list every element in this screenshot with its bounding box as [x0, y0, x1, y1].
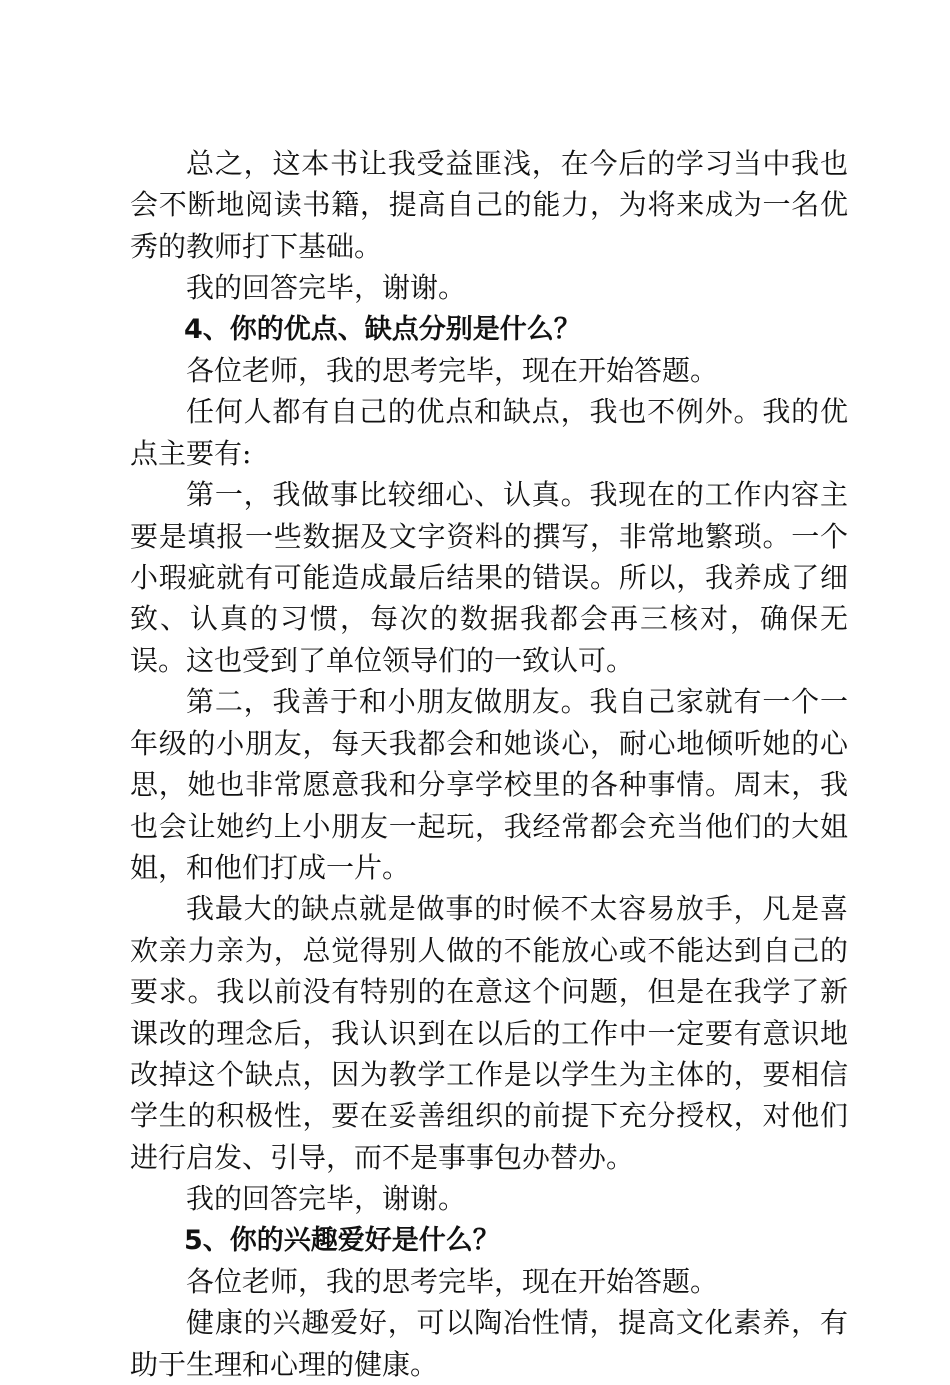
paragraph-strength-1: 第一，我做事比较细心、认真。我现在的工作内容主要是填报一些数据及文字资料的撰写，非常地繁琐。一个小瑕疵就有可能造成最后结果的错误。所以，我养成了细致、认真的习惯，每次的数据我都会再三核对，确保无误。这也受到了单位领导们的一致认可。 — [130, 478, 848, 677]
paragraph-answer-end-4: 我的回答完毕，谢谢。 — [186, 1182, 467, 1216]
paragraph-answer-start-4: 各位老师，我的思考完毕，现在开始答题。 — [186, 354, 719, 388]
question-heading-5: 5、你的兴趣爱好是什么？ — [184, 1224, 500, 1256]
paragraph-weakness: 我最大的缺点就是做事的时候不太容易放手，凡是喜欢亲力亲为，总觉得别人做的不能放心或不能达到自己的要求。我以前没有特别的在意这个问题，但是在我学了新课改的理念后，我认识到在以后的工作中一定要有意识地改掉这个缺点，因为教学工作是以学生为主体的，要相信学生的积极性，要在妥善组织的前提下充分授权，对他们进行启发、引导，而不是事事包办替办。 — [130, 892, 848, 1174]
question-heading-4: 4、你的优点、缺点分别是什么？ — [184, 313, 581, 345]
paragraph-strength-2: 第二，我善于和小朋友做朋友。我自己家就有一个一年级的小朋友，每天我都会和她谈心，耐心地倾听她的心思，她也非常愿意我和分享学校里的各种事情。周末，我也会让她约上小朋友一起玩，我经常都会充当他们的大姐姐，和他们打成一片。 — [130, 685, 848, 884]
paragraph-answer-start-5: 各位老师，我的思考完毕，现在开始答题。 — [186, 1264, 719, 1298]
paragraph-hobbies-intro: 健康的兴趣爱好，可以陶冶性情，提高文化素养，有助于生理和心理的健康。 — [130, 1306, 848, 1381]
paragraph-conclusion: 总之，这本书让我受益匪浅，在今后的学习当中我也会不断地阅读书籍，提高自己的能力，为将来成为一名优秀的教师打下基础。 — [130, 147, 848, 263]
document-body — [130, 143, 848, 1385]
paragraph-strengths-intro: 任何人都有自己的优点和缺点，我也不例外。我的优点主要有: — [130, 395, 848, 470]
paragraph-answer-end-1: 我的回答完毕，谢谢。 — [186, 271, 467, 305]
